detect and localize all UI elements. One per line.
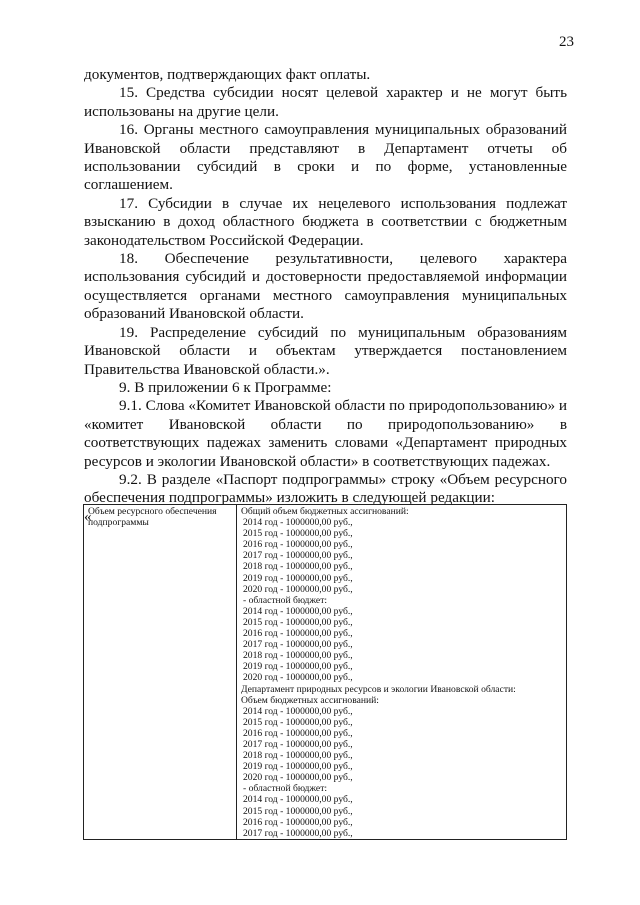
paragraph: документов, подтверждающих факт оплаты. (84, 66, 371, 83)
paragraph: 18. Обеспечение результативности, целевого характера использования субсидий и достоверности предоставляемой информации осуществляется органами местного самоуправления муниципальных образований Ивановской области. (84, 250, 567, 323)
paragraph: 9. В приложении 6 к Программе: (119, 378, 332, 396)
row-value (237, 505, 567, 840)
table-line: 2020 год - 1000000,00 руб., (243, 772, 353, 784)
table-line: 2014 год - 1000000,00 руб., (243, 517, 353, 529)
table-line: 2016 год - 1000000,00 руб., (243, 816, 353, 828)
table-line: 2018 год - 1000000,00 руб., (243, 750, 353, 762)
document-body (84, 66, 567, 529)
table-line: 2017 год - 1000000,00 руб., (243, 738, 353, 750)
table-line: 2018 год - 1000000,00 руб., (243, 650, 353, 662)
table-line: 2016 год - 1000000,00 руб., (243, 727, 353, 739)
table-line: 2017 год - 1000000,00 руб., (243, 550, 353, 562)
paragraph: 15. Средства субсидии носят целевой характер и не могут быть использованы на другие цели. (84, 84, 567, 120)
paragraph: 9.2. В разделе «Паспорт подпрограммы» строку «Объем ресурсного обеспечения подпрограммы» изложить в следующей редакции: (84, 470, 567, 507)
table-row (84, 505, 567, 840)
table-line: Департамент природных ресурсов и экологии Ивановской области: (241, 683, 516, 695)
table-line: 2017 год - 1000000,00 руб., (243, 827, 353, 839)
table-line: 2014 год - 1000000,00 руб., (243, 705, 353, 717)
paragraph: 16. Органы местного самоуправления муниципальных образований Ивановской области представляют в Департамент отчеты об использовании субсидий в сроки и по форме, установленные соглашением. (84, 121, 567, 194)
table-line: 2016 год - 1000000,00 руб., (243, 628, 353, 640)
table-line: 2020 год - 1000000,00 руб., (243, 672, 353, 684)
table-line: 2019 год - 1000000,00 руб., (243, 572, 353, 584)
table-line: 2015 год - 1000000,00 руб., (243, 528, 353, 540)
table-line: - областной бюджет: (243, 783, 328, 795)
paragraph-list (84, 66, 567, 508)
table-line: 2015 год - 1000000,00 руб., (243, 716, 353, 728)
table-line: 2019 год - 1000000,00 руб., (243, 761, 353, 773)
paragraph: 17. Субсидии в случае их нецелевого использования подлежат взысканию в доход областного бюджета в соответствии с бюджетным законодательством Российской Федерации. (84, 194, 567, 249)
paragraph: 9.1. Слова «Комитет Ивановской области по природопользованию» и «комитет Ивановской области по природопользованию» в соответствующих падежах заменить словами «Департамент природных ресурсов и экологии Ивановской области» в соответствующих падежах. (84, 397, 567, 470)
resource-table (83, 504, 567, 840)
table-line: 2014 год - 1000000,00 руб., (243, 605, 353, 617)
page-number: 23 (559, 34, 574, 50)
table-line: 2014 год - 1000000,00 руб., (243, 794, 353, 806)
paragraph: 19. Распределение субсидий по муниципальным образованиям Ивановской области и объектам утверждается постановлением Правительства Ивановской области.». (84, 323, 567, 378)
row-label: Объем ресурсного обеспечения подпрограммы (84, 505, 237, 840)
table-line: 2018 год - 1000000,00 руб., (243, 561, 353, 573)
table-line: 2015 год - 1000000,00 руб., (243, 616, 353, 628)
table-line: 2020 год - 1000000,00 руб., (243, 583, 353, 595)
table-line: Общий объем бюджетных ассигнований: (241, 506, 409, 517)
table-line: 2017 год - 1000000,00 руб., (243, 639, 353, 651)
table-line: 2016 год - 1000000,00 руб., (243, 539, 353, 551)
opening-quote: « (84, 507, 92, 525)
table-line: 2015 год - 1000000,00 руб., (243, 805, 353, 817)
table-line: Объем бюджетных ассигнований: (241, 694, 379, 706)
table-line: - областной бюджет: (243, 594, 328, 606)
table-line: 2019 год - 1000000,00 руб., (243, 661, 353, 673)
